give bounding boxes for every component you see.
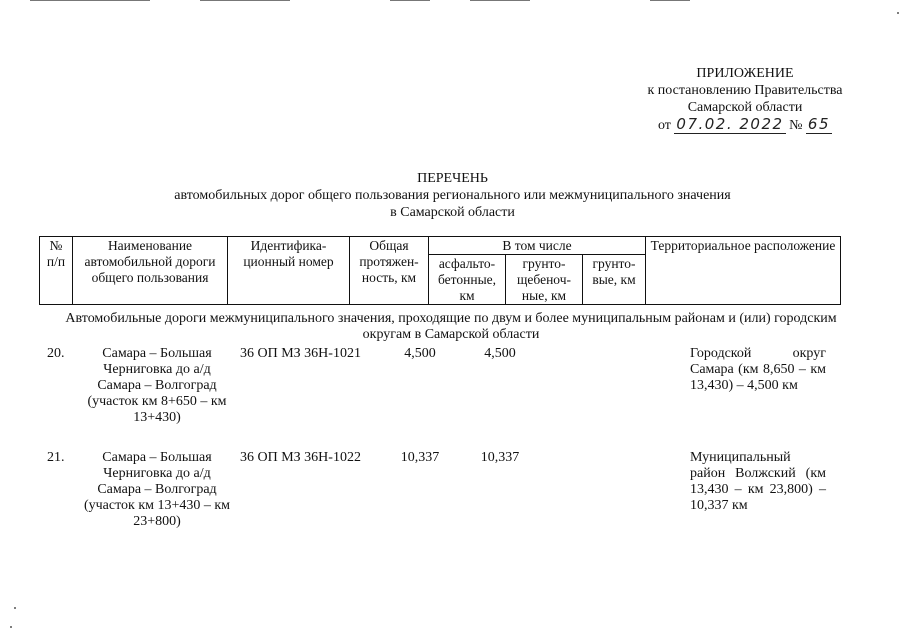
document-title: ПЕРЕЧЕНЬ — [417, 171, 488, 186]
road-territory: Городской округ Самара (км 8,650 – км 13,430) – 4,500 км — [690, 346, 826, 393]
appendix-line-1: к постановлению Правительства — [647, 83, 843, 98]
road-territory: Муниципальный район Волжский (км 13,430 – км 23,800) – 10,337 км — [690, 450, 826, 513]
col-length: Общая протяжен-ность, км — [350, 237, 429, 305]
document-subtitle: автомобильных дорог общего пользования регионального или межмуниципального значения — [174, 188, 731, 203]
road-ident: 36 ОП МЗ 36Н-1022 — [240, 450, 361, 465]
document-subtitle-2: в Самарской области — [390, 205, 515, 220]
col-asphalt: асфальто-бетонные, км — [429, 255, 506, 305]
road-ident: 36 ОП МЗ 36Н-1021 — [240, 346, 361, 361]
col-including: В том числе — [429, 237, 646, 255]
appendix-line-2: Самарской области — [687, 100, 803, 115]
col-num: № п/п — [40, 237, 73, 305]
handwritten-date: 07.02. 2022 — [676, 115, 784, 133]
road-length: 4,500 — [404, 346, 436, 361]
appendix-heading: ПРИЛОЖЕНИЕ — [696, 66, 794, 81]
road-asphalt: 4,500 — [484, 346, 516, 361]
col-dirt: грунто-вые, км — [583, 255, 646, 305]
section-title: Автомобильные дороги межмуниципального значения, проходящие по двум и более муниципальным районам и (или) городским округам в Самарской области — [65, 311, 837, 342]
number-prefix: № — [789, 118, 803, 133]
road-name: Самара – Большая Черниговка до а/д Самара – Волгоград (участок км 8+650 – км 13+430) — [87, 346, 227, 425]
appendix-date-line — [600, 116, 890, 134]
col-ident: Идентифика-ционный номер — [228, 237, 350, 305]
roads-table-header — [39, 236, 841, 305]
col-territory: Территориальное расположение — [646, 237, 841, 305]
handwritten-number: 65 — [807, 115, 831, 133]
row-number: 20. — [47, 346, 65, 361]
col-gravel: грунто-щебеноч-ные, км — [506, 255, 583, 305]
date-prefix: от — [657, 118, 671, 133]
appendix-block — [600, 65, 890, 134]
col-name: Наименование автомобильной дороги общего пользования — [73, 237, 228, 305]
row-number: 21. — [47, 450, 65, 465]
scan-top-edge — [0, 0, 905, 2]
road-name: Самара – Большая Черниговка до а/д Самара – Волгоград (участок км 13+430 – км 23+800) — [83, 450, 231, 529]
road-asphalt: 10,337 — [480, 450, 520, 465]
road-length: 10,337 — [400, 450, 440, 465]
